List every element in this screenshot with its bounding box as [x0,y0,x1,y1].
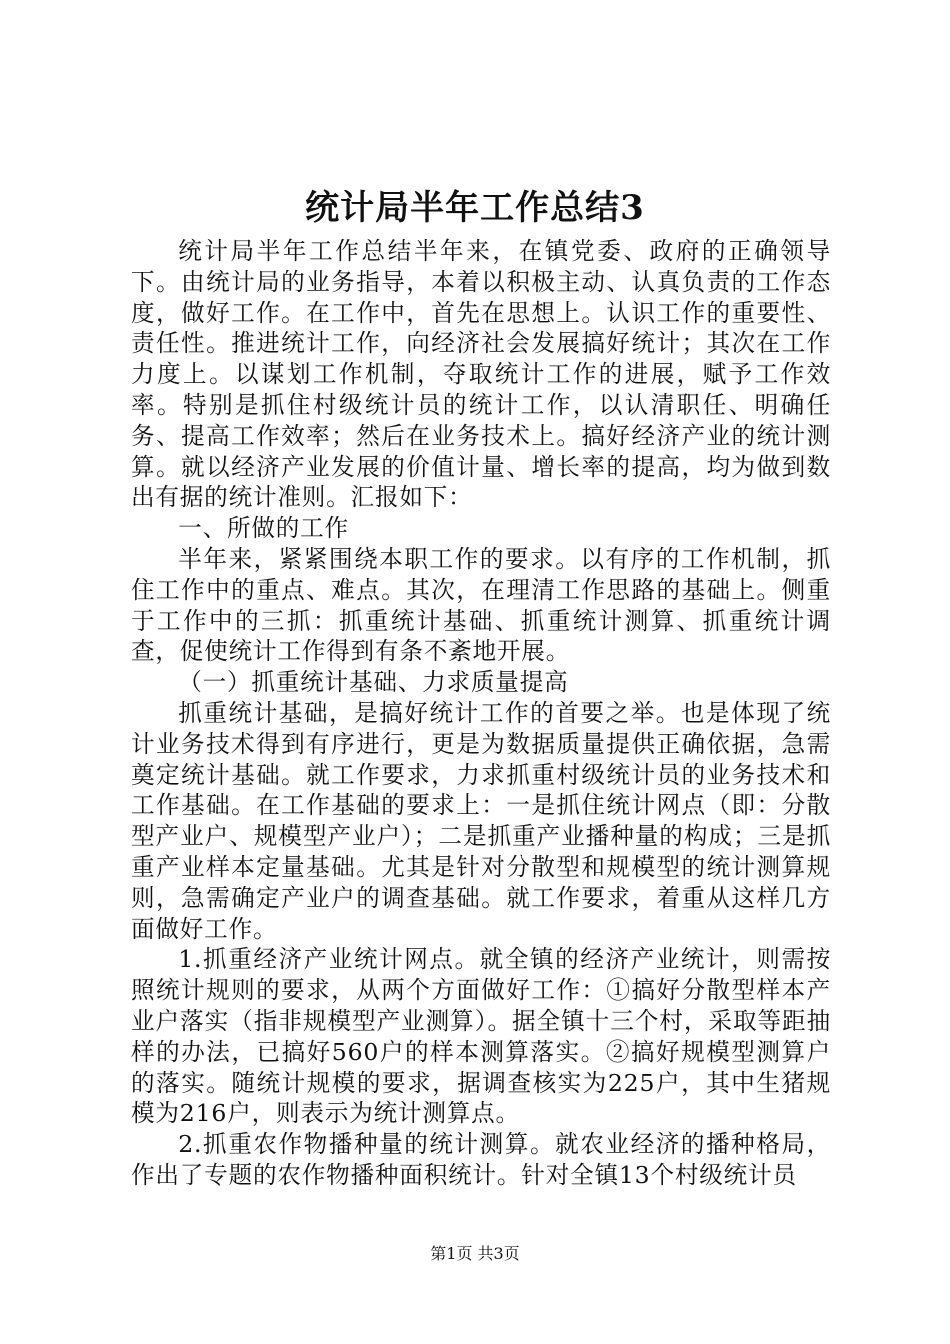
document-body [131,236,831,1191]
paragraph-basics: 抓重统计基础，是搞好统计工作的首要之举。也是体现了统计业务技术得到有序进行，更是为数据质量提供正确依据，急需奠定统计基础。就工作要求，力求抓重村级统计员的业务技术和工作基础。在工作基础的要求上：一是抓住统计网点（即：分散型产业户、规模型产业户）；二是抓重产业播种量的构成；三是抓重产业样本定量基础。尤其是针对分散型和规模型的统计测算规则，急需确定产业户的调查基础。就工作要求，着重从这样几方面做好工作。 [131,698,831,943]
paragraph-item-2: 2.抓重农作物播种量的统计测算。就农业经济的播种格局，作出了专题的农作物播种面积统计。针对全镇13个村级统计员 [131,1130,831,1189]
section-heading: 一、所做的工作 [178,514,349,543]
paragraph-item-1: 1.抓重经济产业统计网点。就全镇的经济产业统计，则需按照统计规则的要求，从两个方面做好工作：①搞好分散型样本产业户落实（指非规模型产业测算）。据全镇十三个村，采取等距抽样的办法，已搞好560户的样本测算落实。②搞好规模型测算户的落实。随统计规模的要求，据调查核实为225户，其中生猪规模为216户，则表示为统计测算点。 [131,945,831,1128]
page-footer: 第1页 共3页 [430,1244,520,1263]
paragraph-intro: 统计局半年工作总结半年来，在镇党委、政府的正确领导下。由统计局的业务指导，本着以积极主动、认真负责的工作态度，做好工作。在工作中，首先在思想上。认识工作的重要性、责任性。推进统计工作，向经济社会发展搞好统计；其次在工作力度上。以谋划工作机制，夺取统计工作的进展，赋予工作效率。特别是抓住村级统计员的统计工作，以认清职任、明确任务、提高工作效率；然后在业务技术上。搞好经济产业的统计测算。就以经济产业发展的价值计量、增长率的提高，均为做到数出有据的统计准则。汇报如下： [131,237,831,512]
subsection-heading: （一）抓重统计基础、力求质量提高 [178,668,569,697]
paragraph-overview: 半年来，紧紧围绕本职工作的要求。以有序的工作机制，抓住工作中的重点、难点。其次，在理清工作思路的基础上。侧重于工作中的三抓：抓重统计基础、抓重统计测算、抓重统计调查，促使统计工作得到有条不紊地开展。 [131,544,831,666]
document-title: 统计局半年工作总结3 [305,188,645,228]
